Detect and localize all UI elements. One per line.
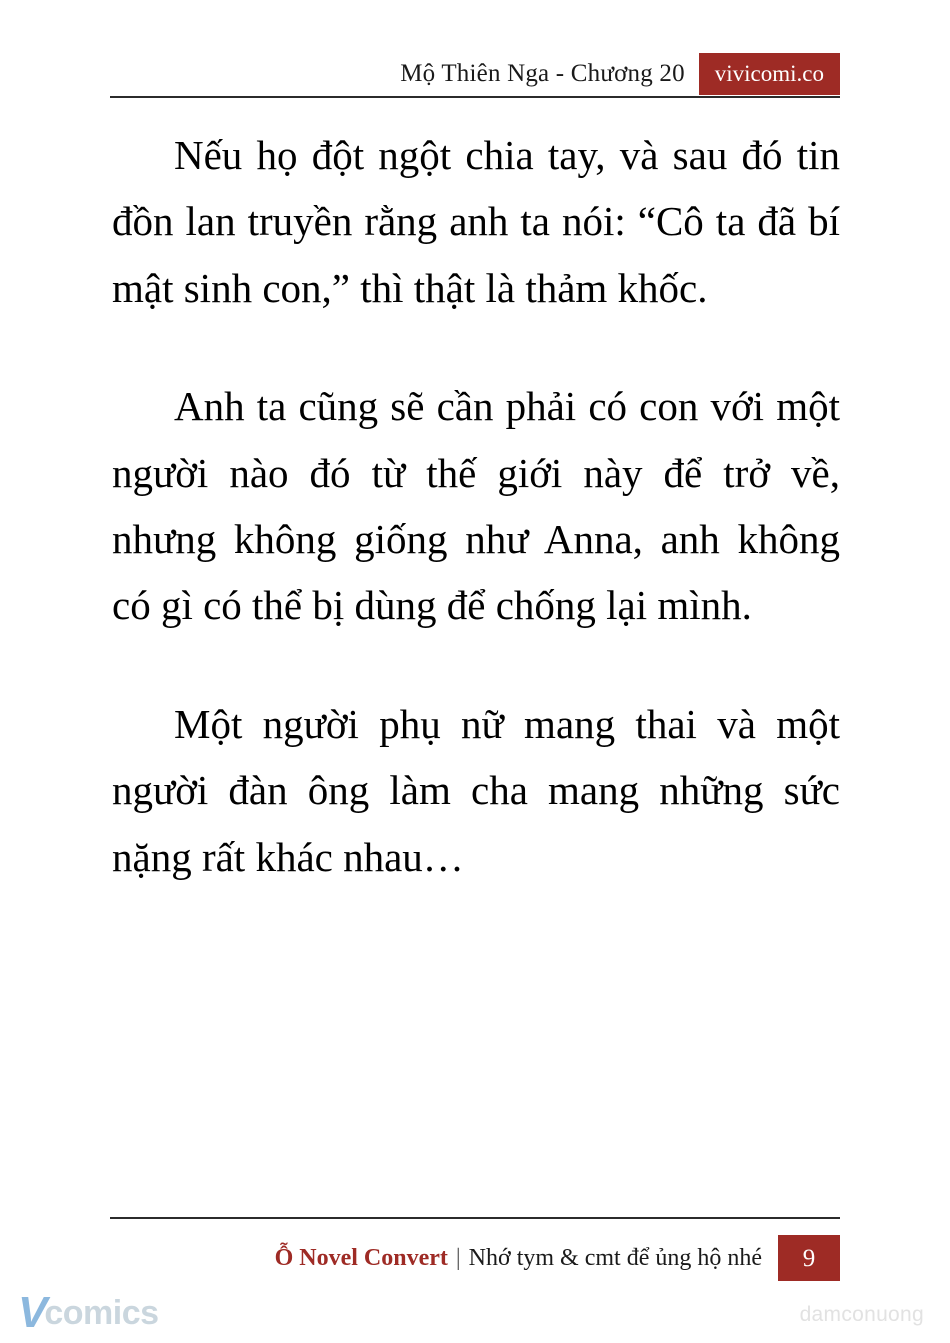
footer-divider: [110, 1217, 840, 1219]
footer-note: [275, 1245, 778, 1272]
page-content: [112, 122, 840, 890]
chapter-title: Mộ Thiên Nga - Chương 20: [400, 60, 685, 87]
logo-letter-v: V: [18, 1288, 47, 1337]
vcomics-logo: [18, 1288, 159, 1337]
page-header: [110, 52, 840, 96]
footer-separator: |: [455, 1244, 461, 1271]
footer-message: Nhớ tym & cmt để ủng hộ nhé: [468, 1244, 762, 1271]
header-divider: [110, 96, 840, 98]
paragraph: Một người phụ nữ mang thai và một người đàn ông làm cha mang những sức nặng rất khác nhau…: [112, 700, 840, 880]
page-number: 9: [778, 1235, 840, 1281]
page-footer: [110, 1235, 840, 1281]
paragraph: Anh ta cũng sẽ cần phải có con với một người nào đó từ thế giới này để trở về, nhưng không giống như Anna, anh không có gì có thể bị dùng để chống lại mình.: [112, 383, 840, 629]
watermark-text: damconuong: [799, 1303, 924, 1326]
logo-text: comics: [44, 1294, 159, 1332]
paragraph: Nếu họ đột ngột chia tay, và sau đó tin đồn lan truyền rằng anh ta nói: “Cô ta đã bí mật sinh con,” thì thật là thảm khốc.: [112, 132, 840, 311]
footer-brand: Ỗ Novel Convert: [274, 1244, 448, 1271]
site-badge: vivicomi.co: [699, 53, 840, 95]
